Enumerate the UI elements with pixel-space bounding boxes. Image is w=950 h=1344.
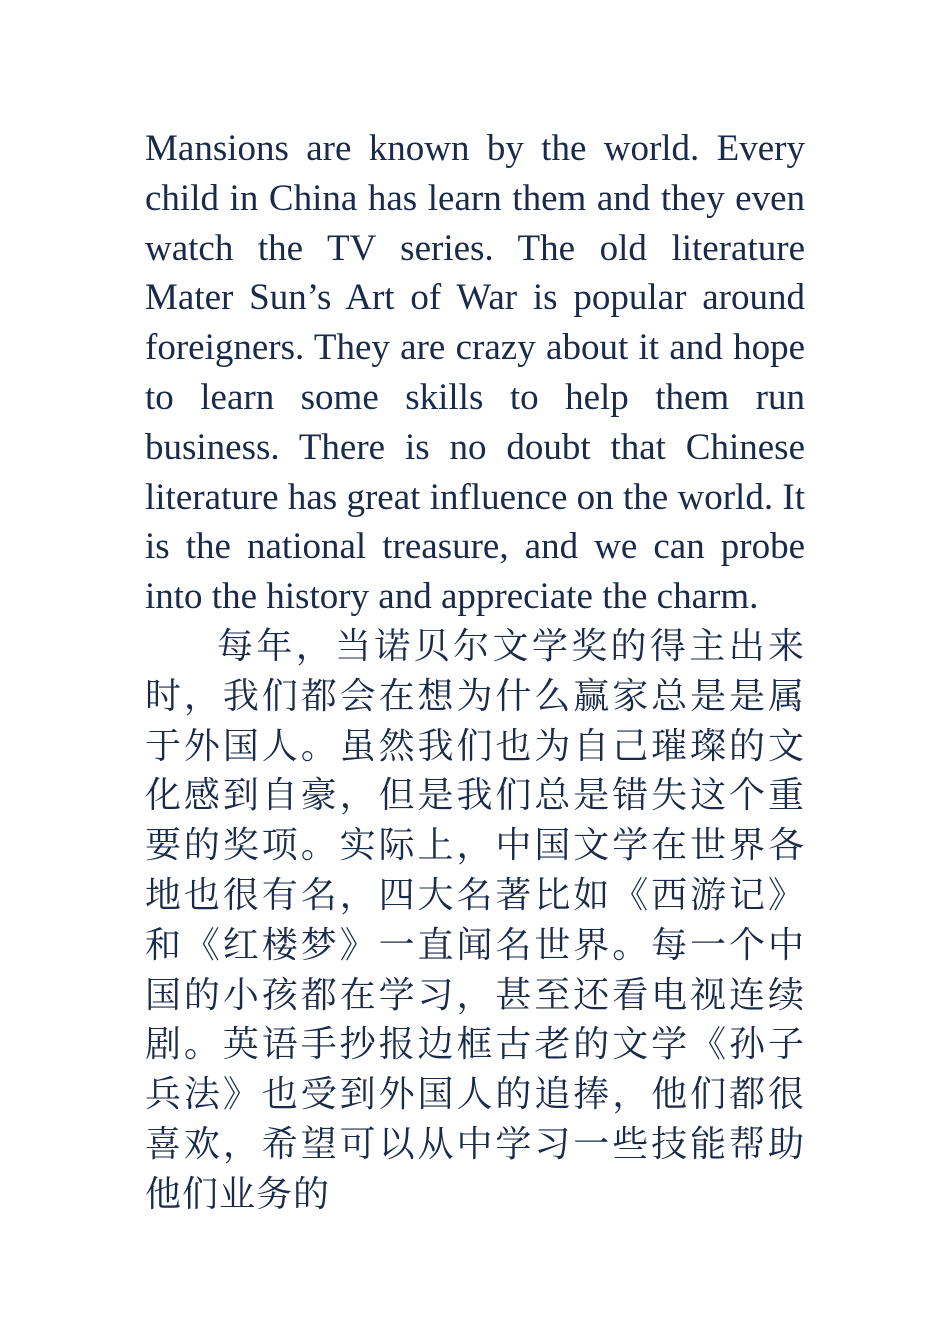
paragraph-chinese: 每年，当诺贝尔文学奖的得主出来时，我们都会在想为什么赢家总是是属于外国人。虽然我们也为自己璀璨的文化感到自豪，但是我们总是错失这个重要的奖项。实际上，中国文学在世界各地也很有名，四大名著比如《西游记》和《红楼梦》一直闻名世界。每一个中国的小孩都在学习，甚至还看电视连续剧。英语手抄报边框古老的文学《孙子兵法》也受到外国人的追捧，他们都很喜欢，希望可以从中学习一些技能帮助他们业务的 xyxy=(145,625,805,1215)
document-body xyxy=(145,124,805,1220)
paragraph-english: Mansions are known by the world. Every child in China has learn them and they even watch the TV series. The old literature Mater Sun’s Art of War is popular around foreigners. They are crazy about it and hope to learn some skills to help them run business. There is no doubt that Chinese literature has great influence on the world. It is the national treasure, and we can probe into the history and appreciate the charm. xyxy=(145,128,805,618)
